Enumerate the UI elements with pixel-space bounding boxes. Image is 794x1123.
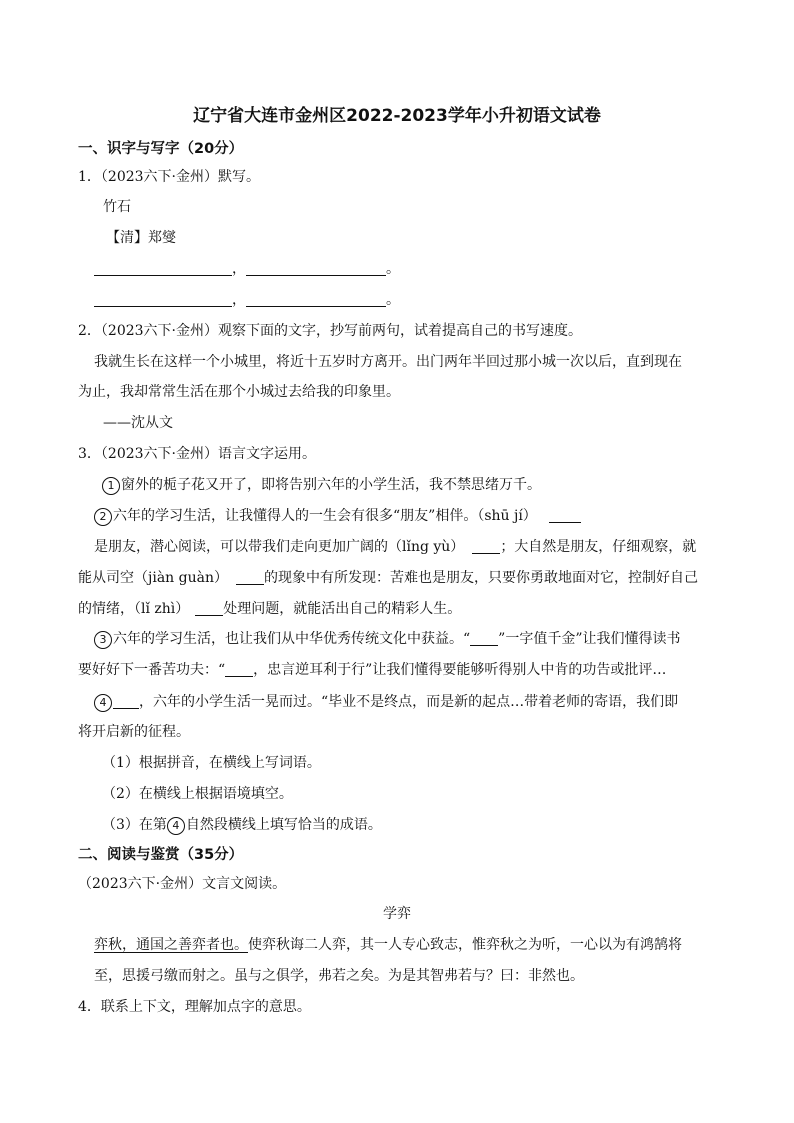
answer-blank[interactable] [549, 508, 581, 523]
circled-number: 4 [94, 694, 112, 712]
q2-heading: 2．（2023六下·金州）观察下面的文字，抄写前两句，试着提高自己的书写速度。 [78, 323, 582, 339]
answer-blank[interactable] [470, 631, 498, 646]
q3-paragraph-3-line-1: 3 六年的学习生活，也让我们从中华优秀传统文化中获益。“ ”一字值千金”让我们懂得读书 [94, 629, 680, 649]
circled-number: 4 [167, 817, 185, 835]
answer-blank[interactable] [246, 292, 386, 307]
q3-sub-question-2: （2）在横线上根据语境填空。 [102, 786, 293, 802]
section-1-heading: 一、识字与写字（20分） [78, 141, 244, 157]
q3-heading: 3．（2023六下·金州）语言文字运用。 [78, 446, 316, 462]
q3-paragraph-2-line-3: 能从司空（jiàn guàn） 的现象中有所发现：苦难也是朋友，只要你勇敢地面对它，控制好自己 [78, 570, 698, 586]
q3-paragraph-4-line-1: 4 ，六年的小学生活一晃而过。“毕业不是终点，而是新的起点…带着老师的寄语，我们即 [94, 692, 678, 712]
answer-blank[interactable] [225, 662, 253, 677]
answer-blank[interactable] [94, 261, 232, 276]
circled-number: 1 [102, 477, 120, 495]
q1-heading: 1．（2023六下·金州）默写。 [78, 169, 260, 185]
q4-heading: 4．联系上下文，理解加点字的意思。 [78, 999, 311, 1015]
q2-passage-line-2: 为止，我却常常生活在那个小城过去给我的印象里。 [78, 384, 400, 400]
q1-poem-author: 【清】郑燮 [106, 230, 176, 246]
circled-number: 2 [94, 508, 112, 526]
q1-answer-line-2: ， 。 [94, 290, 400, 310]
q3-sub-question-3: （3）在第 4 自然段横线上填写恰当的成语。 [102, 817, 382, 833]
q2-passage-line-1: 我就生长在这样一个小城里，将近十五岁时方离开。出门两年半回过那小城一次以后，直到现在 [94, 354, 682, 370]
answer-blank[interactable] [195, 601, 223, 616]
answer-blank[interactable] [113, 694, 139, 709]
answer-blank[interactable] [246, 261, 386, 276]
reading-line-2: 至，思援弓缴而射之。虽与之俱学，弗若之矣。为是其智弗若与？曰：非然也。 [94, 968, 584, 984]
q3-paragraph-4-line-2: 将开启新的征程。 [78, 724, 190, 740]
answer-blank[interactable] [236, 570, 264, 585]
answer-blank[interactable] [94, 292, 232, 307]
reading-heading: （2023六下·金州）文言文阅读。 [78, 876, 287, 892]
reading-title: 学弈 [383, 906, 411, 922]
q3-sub-question-1: （1）根据拼音，在横线上写词语。 [102, 755, 321, 771]
circled-number: 3 [94, 631, 112, 649]
answer-blank[interactable] [472, 539, 500, 554]
reading-line-1: 弈秋，通国之善弈者也。使弈秋诲二人弈，其一人专心致志，惟弈秋之为听，一心以为有鸿鹄将 [94, 937, 682, 953]
page-title: 辽宁省大连市金州区2022-2023学年小升初语文试卷 [193, 106, 601, 126]
q2-passage-author: ——沈从文 [103, 415, 173, 431]
q3-paragraph-2-line-2: 是朋友，潜心阅读，可以带我们走向更加广阔的（lǐng yù） ；大自然是朋友，仔细观察，就 [94, 539, 697, 555]
q3-paragraph-2-line-1: 2 六年的学习生活，让我懂得人的一生会有很多“朋友”相伴。（shū jí） [94, 506, 581, 526]
section-2-heading: 二、阅读与鉴赏（35分） [78, 847, 244, 863]
q3-paragraph-2-line-4: 的情绪，（lǐ zhì） 处理问题，就能活出自己的精彩人生。 [78, 601, 462, 617]
underlined-sentence: 弈秋，通国之善弈者也。 [94, 937, 248, 953]
q1-answer-line-1: ， 。 [94, 259, 400, 279]
q1-poem-title: 竹石 [103, 199, 131, 215]
q3-paragraph-3-line-2: 要好好下一番苦功夫：“ ，忠言逆耳利于行”让我们懂得要能够听得别人中肯的功告或批评… [78, 662, 667, 678]
q3-paragraph-1: 1 窗外的栀子花又开了，即将告别六年的小学生活，我不禁思绪万千。 [102, 475, 541, 495]
